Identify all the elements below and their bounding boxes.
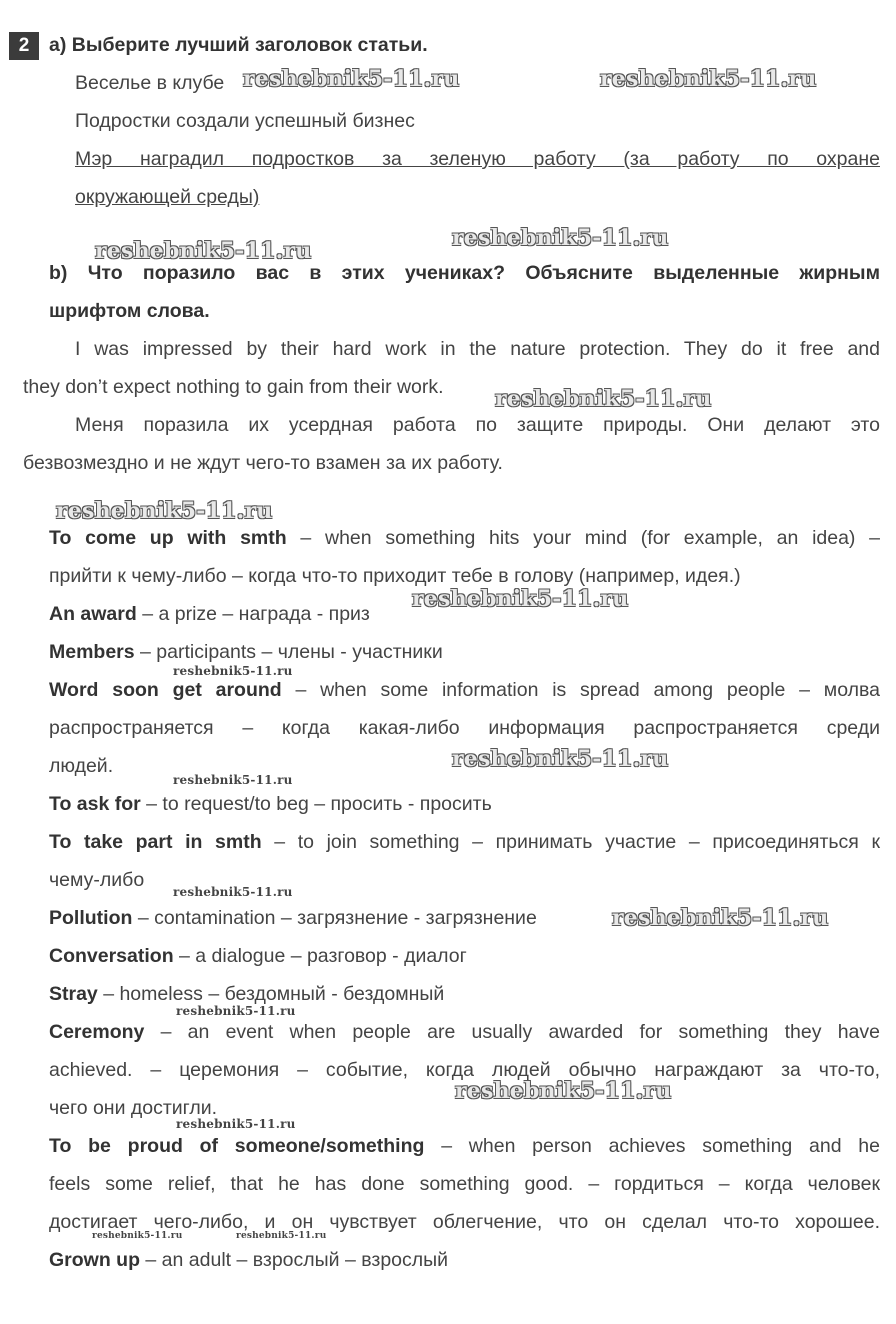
vocab-definition: feels some relief, that he has done something good. – гордиться – когда человек — [49, 1173, 880, 1195]
vocab-entry-continuation — [49, 714, 880, 742]
watermark: reshebnik5-11.ru — [412, 586, 629, 612]
vocab-definition: – a dialogue – разговор - диалог — [173, 945, 467, 967]
english-answer-line-2: they don’t expect nothing to gain from their work. — [23, 376, 444, 398]
part-b-heading-line-2: шрифтом слова. — [49, 300, 210, 322]
watermark: reshebnik5-11.ru — [612, 905, 829, 931]
vocab-definition: людей. — [49, 755, 114, 777]
vocab-entry — [49, 828, 880, 856]
vocab-entry-continuation — [49, 752, 113, 780]
vocab-definition: достигает чего-либо, и он чувствует облегчение, что он сделал что-то хорошее. — [49, 1211, 880, 1233]
vocab-entry — [49, 524, 880, 552]
vocab-definition: чему-либо — [49, 869, 145, 891]
vocab-term: An award — [49, 603, 137, 625]
vocab-term: Ceremony — [49, 1021, 145, 1043]
watermark: reshebnik5-11.ru — [173, 664, 293, 678]
watermark: reshebnik5-11.ru — [452, 225, 669, 251]
watermark: reshebnik5-11.ru — [92, 1231, 183, 1241]
watermark: reshebnik5-11.ru — [495, 386, 712, 412]
vocab-definition: – to request/to beg – просить - просить — [140, 793, 492, 815]
vocab-term: To be proud of someone/something — [49, 1135, 425, 1157]
vocab-term: Grown up — [49, 1249, 140, 1271]
vocab-definition: – an adult – взрослый – взрослый — [140, 1249, 449, 1271]
vocab-entry — [49, 904, 537, 932]
vocab-entry-continuation — [49, 562, 741, 590]
vocab-definition: – to join something – принимать участие – присоединяться к — [261, 831, 880, 853]
vocab-definition: – participants – члены - участники — [134, 641, 443, 663]
russian-answer-line-1: Меня поразила их усердная работа по защите природы. Они делают это — [75, 414, 880, 436]
vocab-entry-continuation — [49, 1170, 880, 1198]
option-3-line-2: окружающей среды) — [75, 186, 260, 208]
watermark: reshebnik5-11.ru — [95, 238, 312, 264]
watermark: reshebnik5-11.ru — [173, 773, 293, 787]
vocab-entry — [49, 676, 880, 704]
vocab-term: Word soon get around — [49, 679, 282, 701]
watermark: reshebnik5-11.ru — [176, 1117, 296, 1131]
vocab-term: Stray — [49, 983, 98, 1005]
vocab-entry-continuation — [49, 866, 144, 894]
vocab-entry — [49, 942, 467, 970]
vocab-entry — [49, 1246, 448, 1274]
english-answer-line-1: I was impressed by their hard work in the nature protection. They do it free and — [75, 338, 880, 360]
watermark: reshebnik5-11.ru — [236, 1231, 327, 1241]
vocab-definition: – when some information is spread among people – молва — [281, 679, 880, 701]
watermark: reshebnik5-11.ru — [173, 885, 293, 899]
vocab-term: To come up with smth — [49, 527, 287, 549]
watermark: reshebnik5-11.ru — [176, 1004, 296, 1018]
watermark: reshebnik5-11.ru — [455, 1078, 672, 1104]
part-b-heading-line-1: b) Что поразило вас в этих учениках? Объясните выделенные жирным — [49, 262, 880, 284]
vocab-definition: – homeless – бездомный - бездомный — [97, 983, 445, 1005]
vocab-entry — [49, 790, 492, 818]
vocab-term: To take part in smth — [49, 831, 262, 853]
vocab-definition: – an event when people are usually awarded for something they have — [144, 1021, 880, 1043]
vocab-definition: чего они достигли. — [49, 1097, 218, 1119]
part-a-heading: a) Выберите лучший заголовок статьи. — [49, 34, 428, 56]
vocab-definition: прийти к чему-либо – когда что-то приходит тебе в голову (например, идея.) — [49, 565, 741, 587]
watermark: reshebnik5-11.ru — [600, 66, 817, 92]
vocab-definition: – when person achieves something and he — [424, 1135, 880, 1157]
vocab-entry — [49, 638, 443, 666]
vocab-term: Conversation — [49, 945, 174, 967]
option-2: Подростки создали успешный бизнес — [75, 110, 415, 132]
option-3-line-1: Мэр наградил подростков за зеленую работу (за работу по охране — [75, 148, 880, 170]
vocab-definition: achieved. – церемония – событие, когда людей обычно награждают за что-то, — [49, 1059, 880, 1081]
vocab-entry — [49, 1132, 880, 1160]
watermark: reshebnik5-11.ru — [452, 746, 669, 772]
russian-answer-line-2: безвозмездно и не ждут чего-то взамен за их работу. — [23, 452, 503, 474]
watermark: reshebnik5-11.ru — [243, 66, 460, 92]
vocab-entry — [49, 1018, 880, 1046]
watermark: reshebnik5-11.ru — [56, 498, 273, 524]
vocab-term: To ask for — [49, 793, 141, 815]
vocab-definition: – a prize – награда - приз — [136, 603, 370, 625]
vocab-term: Pollution — [49, 907, 133, 929]
vocab-term: Members — [49, 641, 135, 663]
vocab-definition: – contamination – загрязнение - загрязнение — [132, 907, 537, 929]
exercise-number-badge: 2 — [9, 32, 39, 60]
vocab-definition: распространяется – когда какая-либо информация распространяется среди — [49, 717, 880, 739]
vocab-definition: – when something hits your mind (for example, an idea) – — [286, 527, 881, 549]
option-1: Веселье в клубе — [75, 72, 225, 94]
vocab-entry — [49, 600, 370, 628]
